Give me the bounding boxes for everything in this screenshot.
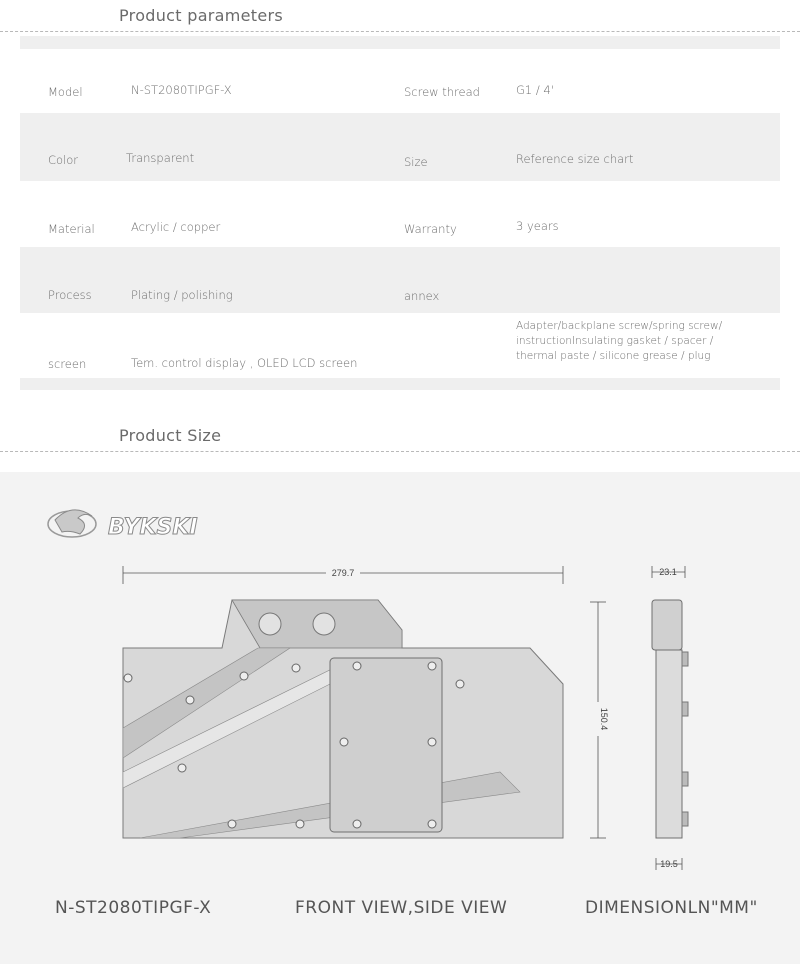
table-band — [20, 36, 780, 49]
table-band — [20, 247, 780, 313]
color-value: Transparent — [126, 151, 195, 165]
size-value: Reference size chart — [516, 152, 634, 166]
views-caption: FRONT VIEW,SIDE VIEW — [295, 898, 508, 918]
thickness-top-dim: 23.1 — [659, 567, 677, 577]
model-label: Model — [48, 85, 83, 99]
color-label: Color — [48, 153, 79, 167]
divider — [0, 451, 800, 452]
size-title: Product Size — [119, 426, 222, 445]
length-dim: 279.7 — [331, 568, 355, 578]
bykski-logo — [48, 510, 198, 540]
unit-caption: DIMENSIONLN"MM" — [585, 898, 758, 918]
screen-label: screen — [48, 357, 87, 371]
model-caption: N-ST2080TIPGF-X — [55, 898, 212, 918]
size-label: Size — [404, 155, 428, 169]
brand-text: BYKSKI — [108, 515, 198, 540]
front-view — [123, 600, 563, 838]
dimension-drawing — [0, 472, 800, 964]
annex-label: annex — [404, 289, 440, 303]
side-view — [652, 566, 688, 870]
annex-value: Adapter/backplane screw/spring screw/ instructionInsulating gasket / spacer / thermal paste / silicone grease / plug — [516, 320, 723, 362]
thickness-bottom-dim: 19.5 — [660, 859, 678, 869]
warranty-value: 3 years — [516, 219, 559, 233]
material-label: Material — [48, 222, 95, 236]
model-value: N-ST2080TIPGF-X — [131, 83, 232, 97]
table-band — [20, 113, 780, 181]
process-value: Plating / polishing — [131, 288, 233, 302]
warranty-label: Warranty — [404, 222, 457, 236]
divider — [0, 31, 800, 32]
process-label: Process — [48, 288, 92, 302]
params-title: Product parameters — [119, 6, 284, 25]
screen-value: Tem. control display , OLED LCD screen — [131, 356, 358, 370]
material-value: Acrylic / copper — [131, 220, 221, 234]
size-drawing-area — [0, 472, 800, 964]
screw-thread-value: G1 / 4' — [516, 83, 554, 97]
height-dim: 150.4 — [599, 707, 609, 731]
screw-thread-label: Screw thread — [404, 85, 480, 99]
table-band — [20, 378, 780, 390]
